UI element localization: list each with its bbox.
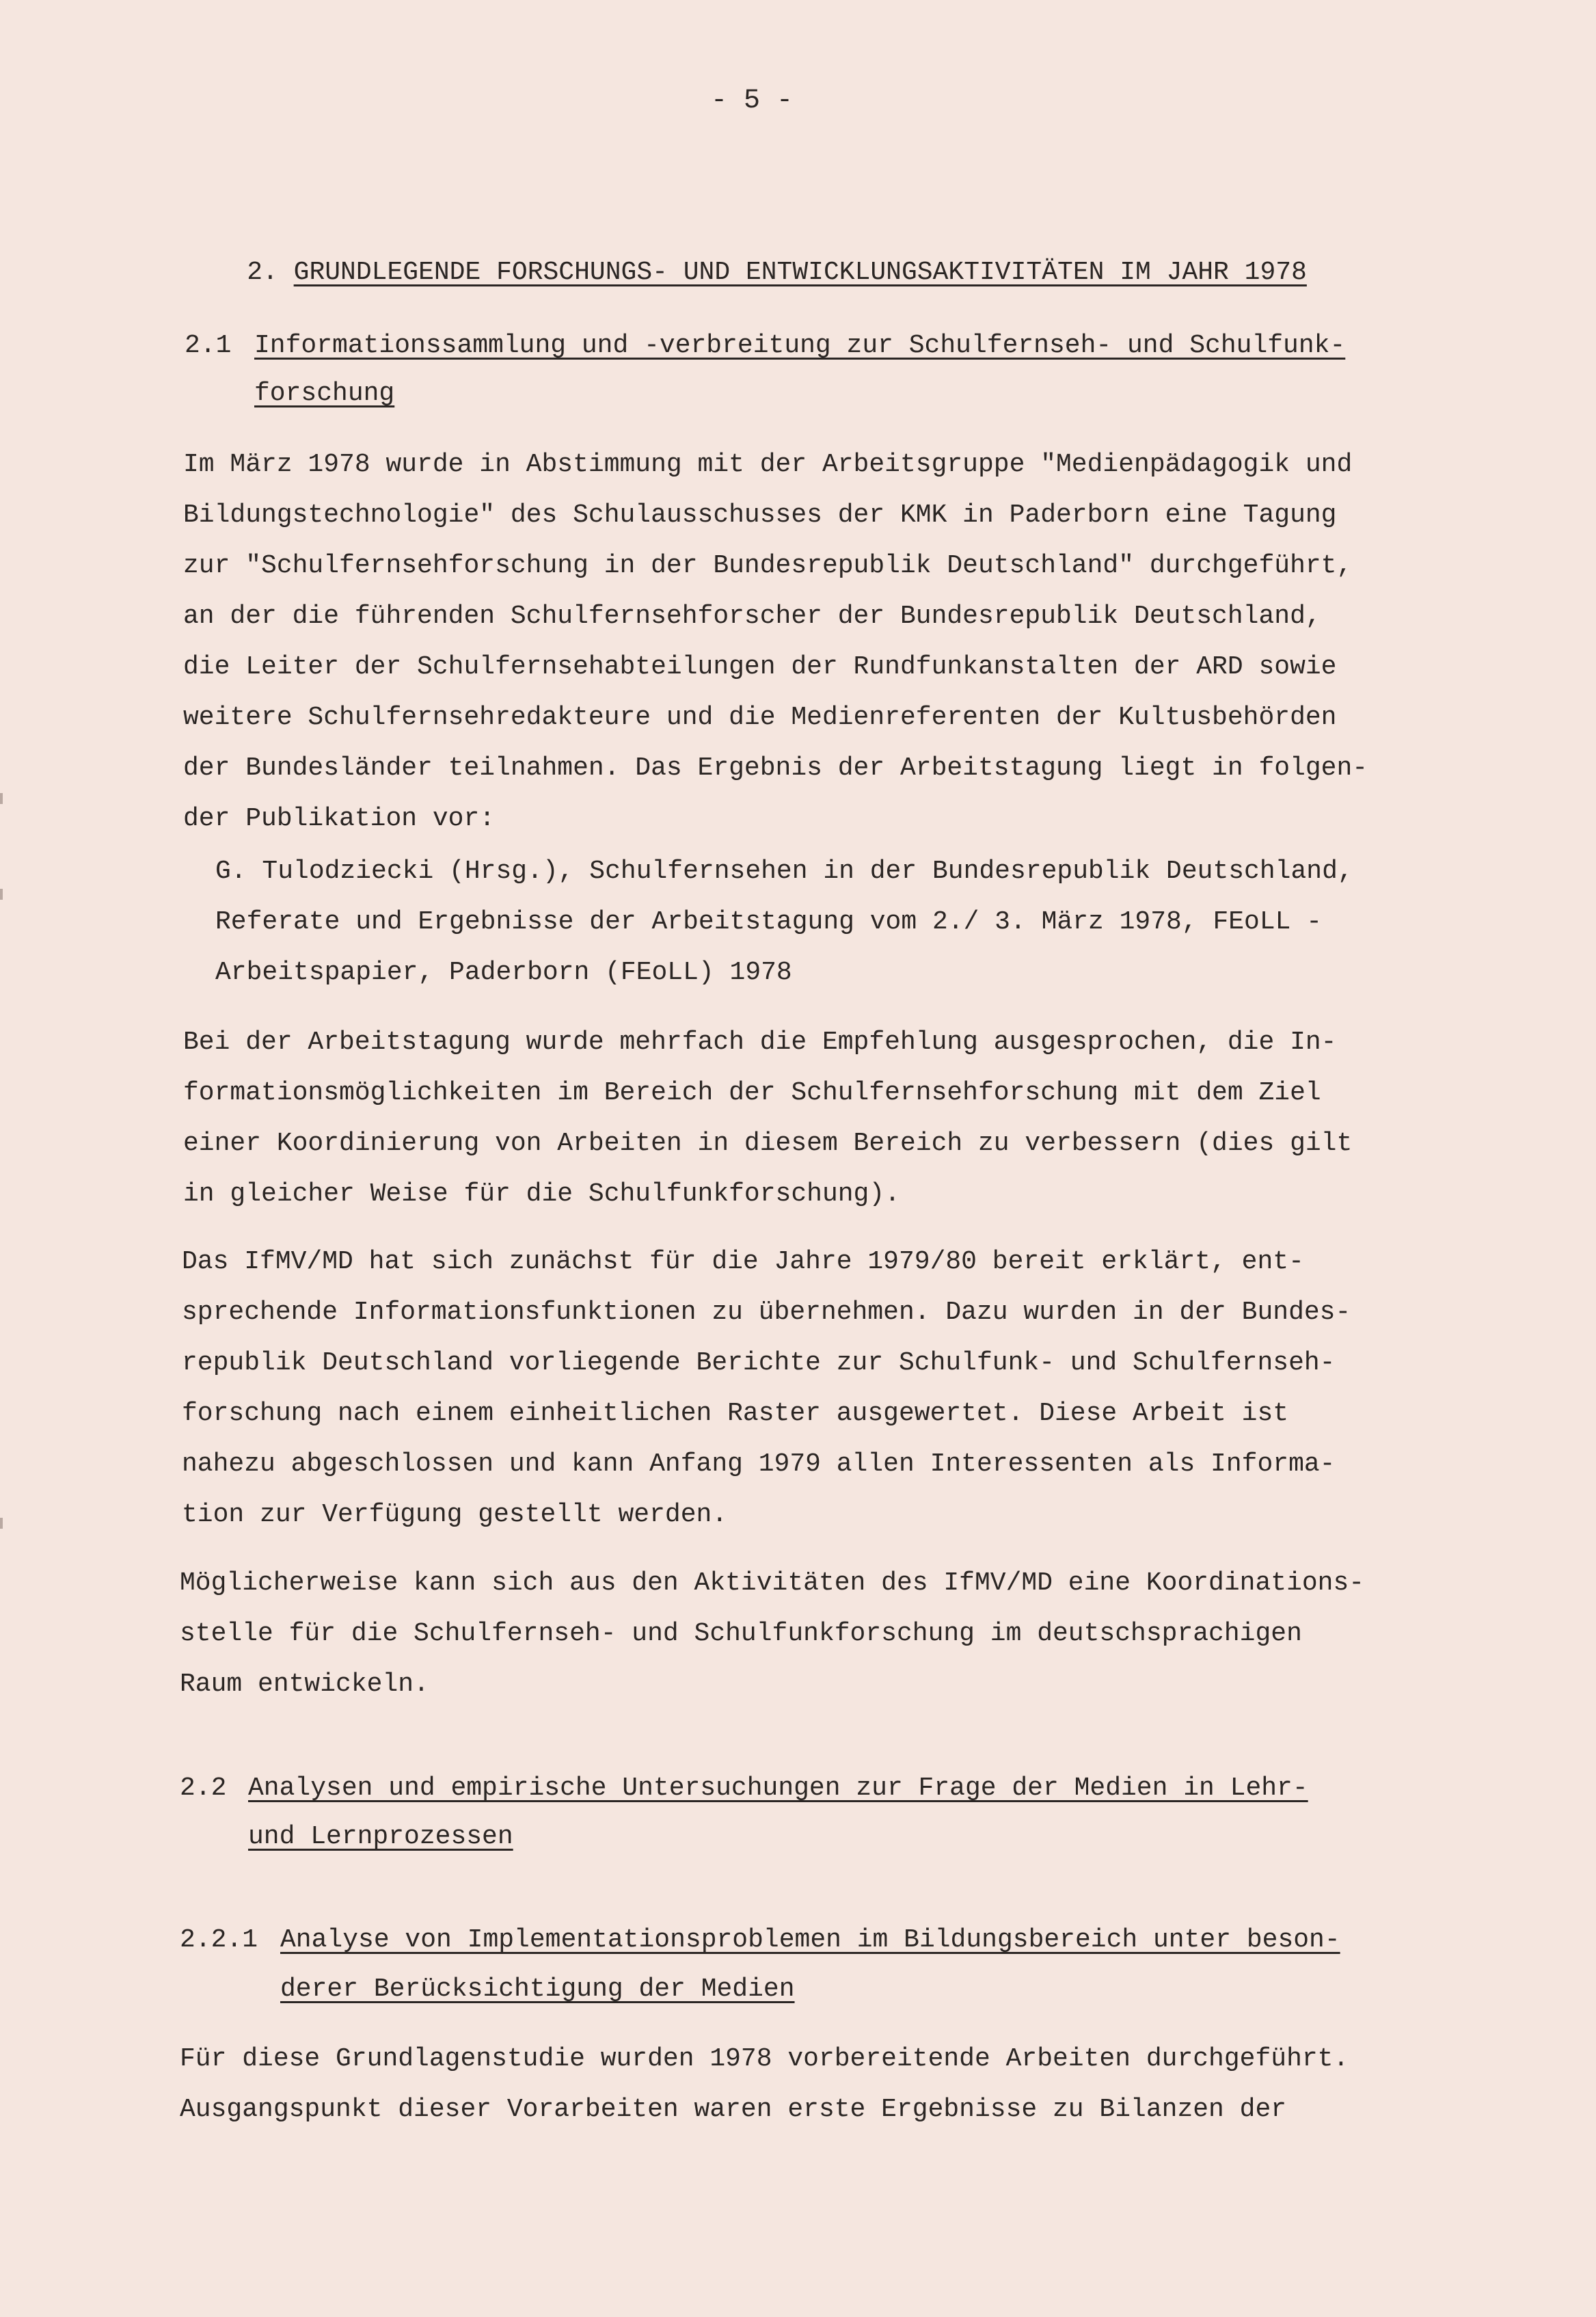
section-2-1-title-line-1: Informationssammlung und -verbreitung zur Schulfernseh- und Schulfunk- (254, 331, 1346, 360)
paragraph-line: einer Koordinierung von Arbeiten in diesem Bereich zu verbessern (dies gilt (183, 1129, 1353, 1158)
paragraph-line: Raum entwickeln. (180, 1670, 429, 1699)
paragraph-line: Möglicherweise kann sich aus den Aktivitäten des IfMV/MD eine Koordinations- (180, 1568, 1365, 1598)
paragraph-line: an der die führenden Schulfernsehforscher der Bundesrepublik Deutschland, (183, 602, 1321, 631)
paragraph-line: Für diese Grundlagenstudie wurden 1978 vorbereitende Arbeiten durchgeführt. (180, 2044, 1349, 2074)
paragraph-line: weitere Schulfernsehredakteure und die Medienreferenten der Kultusbehörden (183, 703, 1337, 732)
paragraph-line: der Publikation vor: (183, 804, 496, 833)
paragraph-line: tion zur Verfügung gestellt werden. (182, 1500, 728, 1529)
paragraph-line: die Leiter der Schulfernsehabteilungen der Rundfunkanstalten der ARD sowie (183, 652, 1337, 682)
binding-mark (0, 1518, 3, 1529)
section-2-2-title-line-2: und Lernprozessen (248, 1822, 513, 1851)
paragraph-line: in gleicher Weise für die Schulfunkforschung). (183, 1179, 900, 1209)
citation-line: Referate und Ergebnisse der Arbeitstagung vom 2./ 3. März 1978, FEoLL - (215, 907, 1323, 937)
binding-mark (0, 889, 3, 900)
paragraph-line: Im März 1978 wurde in Abstimmung mit der Arbeitsgruppe "Medienpädagogik und (183, 450, 1353, 479)
paragraph-line: Das IfMV/MD hat sich zunächst für die Jahre 1979/80 bereit erklärt, ent- (182, 1247, 1304, 1276)
section-2-2-1-number: 2.2.1 (180, 1925, 258, 1955)
section-2-2-1-title-line-1: Analyse von Implementationsproblemen im Bildungsbereich unter beson- (280, 1925, 1340, 1955)
paragraph-line: zur "Schulfernsehforschung in der Bundesrepublik Deutschland" durchgeführt, (183, 551, 1353, 580)
section-2-1-title-line-2: forschung (254, 379, 395, 408)
page-number: - 5 - (711, 85, 794, 116)
section-2-number: 2. (247, 258, 278, 287)
section-2-2-1-title-line-2: derer Berücksichtigung der Medien (280, 1974, 795, 2004)
section-2-heading (185, 226, 1307, 320)
paragraph-line: forschung nach einem einheitlichen Raster ausgewertet. Diese Arbeit ist (182, 1399, 1289, 1428)
paragraph-line: formationsmöglichkeiten im Bereich der Schulfernsehforschung mit dem Ziel (183, 1078, 1321, 1108)
paragraph-line: der Bundesländer teilnahmen. Das Ergebnis der Arbeitstagung liegt in folgen- (183, 753, 1368, 783)
citation-line: G. Tulodziecki (Hrsg.), Schulfernsehen in der Bundesrepublik Deutschland, (215, 857, 1353, 886)
paragraph-line: Ausgangspunkt dieser Vorarbeiten waren erste Ergebnisse zu Bilanzen der (180, 2095, 1287, 2124)
paragraph-line: Bei der Arbeitstagung wurde mehrfach die Empfehlung ausgesprochen, die In- (183, 1028, 1337, 1057)
citation-line: Arbeitspapier, Paderborn (FEoLL) 1978 (215, 958, 792, 987)
section-2-2-number: 2.2 (180, 1773, 227, 1803)
paragraph-line: republik Deutschland vorliegende Berichte zur Schulfunk- und Schulfernseh- (182, 1348, 1336, 1378)
paragraph-line: Bildungstechnologie" des Schulausschusses der KMK in Paderborn eine Tagung (183, 500, 1337, 530)
paragraph-line: stelle für die Schulfernseh- und Schulfunkforschung im deutschsprachigen (180, 1619, 1302, 1648)
section-2-2-title-line-1: Analysen und empirische Untersuchungen zur Frage der Medien in Lehr- (248, 1773, 1308, 1803)
section-2-1-number: 2.1 (185, 331, 232, 360)
paragraph-line: nahezu abgeschlossen und kann Anfang 1979 allen Interessenten als Informa- (182, 1449, 1336, 1479)
paragraph-line: sprechende Informationsfunktionen zu übernehmen. Dazu wurden in der Bundes- (182, 1298, 1351, 1327)
binding-mark (0, 793, 3, 804)
section-2-title: GRUNDLEGENDE FORSCHUNGS- UND ENTWICKLUNGSAKTIVITÄTEN IM JAHR 1978 (293, 258, 1307, 287)
